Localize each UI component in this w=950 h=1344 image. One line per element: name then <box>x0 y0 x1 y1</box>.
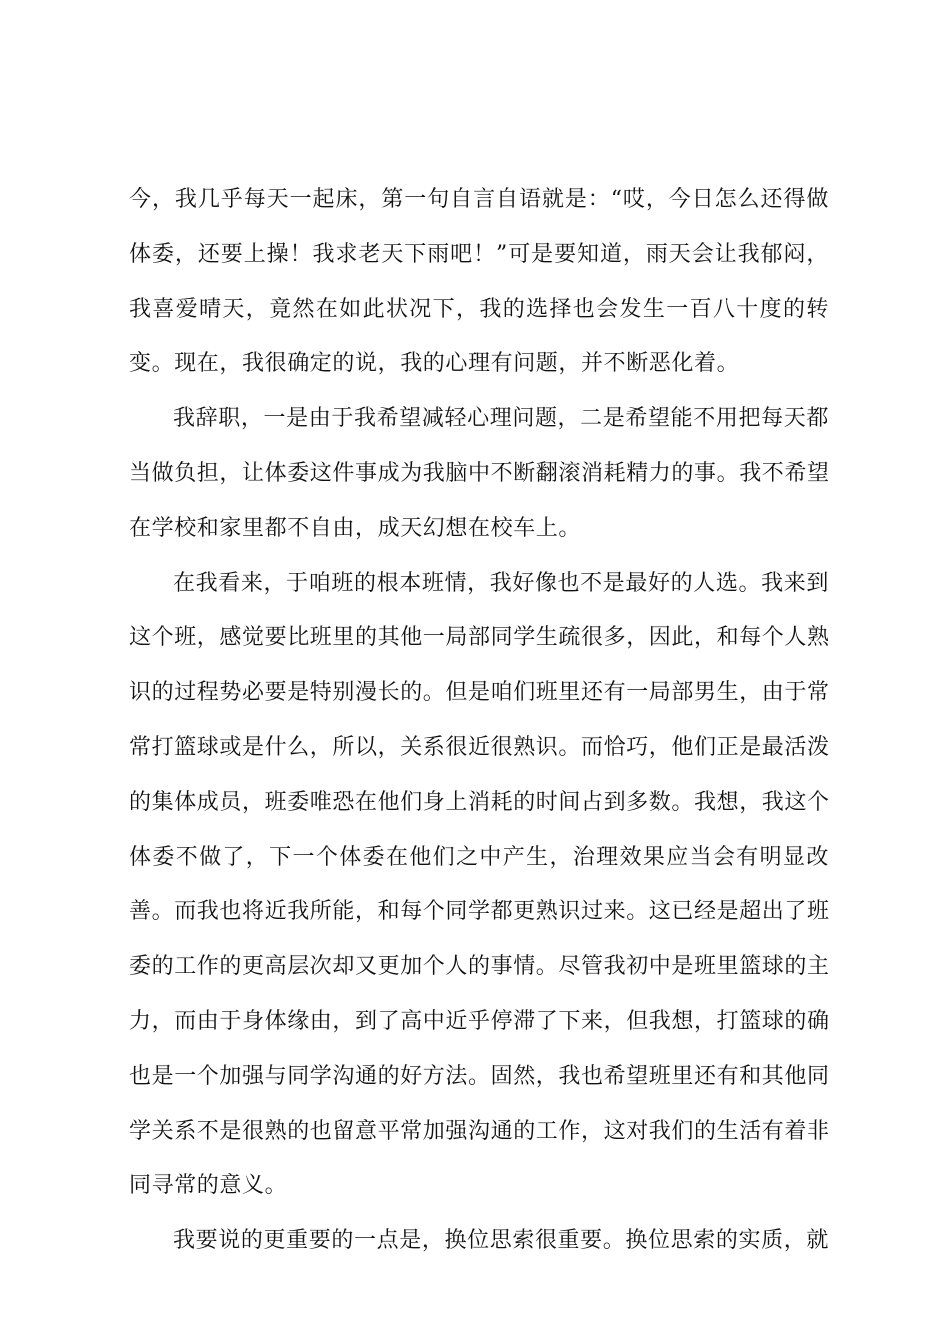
text-line: 委的工作的更高层次却又更加个人的事情。尽管我初中是班里篮球的主 <box>129 954 830 980</box>
text-line: 变。现在，我很确定的说，我的心理有问题，并不断恶化着。 <box>129 351 740 377</box>
text-line: 善。而我也将近我所能，和每个同学都更熟识过来。这已经是超出了班 <box>129 899 830 925</box>
text-line: 今，我几乎每天一起床，第一句自言自语就是：“哎，今日怎么还得做 <box>129 187 829 212</box>
text-line: 在学校和家里都不自由，成天幻想在校车上。 <box>129 515 582 541</box>
paragraph-first-line: 在我看来，于咱班的根本班情，我好像也不是最好的人选。我来到 <box>173 570 829 596</box>
text-line: 也是一个加强与同学沟通的好方法。固然，我也希望班里还有和其他同 <box>129 1063 830 1089</box>
text-line: 力，而由于身体缘由，到了高中近乎停滞了下来，但我想，打篮球的确 <box>129 1008 830 1034</box>
body-text <box>129 186 829 1282</box>
text-line: 这个班，感觉要比班里的其他一局部同学生疏很多，因此，和每个人熟 <box>129 625 830 651</box>
text-line: 同寻常的意义。 <box>129 1173 288 1199</box>
text-line: 我喜爱晴天，竟然在如此状况下，我的选择也会发生一百八十度的转 <box>129 296 829 322</box>
text-line: 常打篮球或是什么，所以，关系很近很熟识。而恰巧，他们正是最活泼 <box>129 734 830 760</box>
text-line: 体委不做了，下一个体委在他们之中产生，治理效果应当会有明显改 <box>129 844 829 870</box>
text-line: 学关系不是很熟的也留意平常加强沟通的工作，这对我们的生活有着非 <box>129 1118 830 1144</box>
text-line: 当做负担，让体委这件事成为我脑中不断翻滚消耗精力的事。我不希望 <box>129 460 830 486</box>
text-line: 的集体成员，班委唯恐在他们身上消耗的时间占到多数。我想，我这个 <box>129 789 830 815</box>
paragraph-first-line: 我辞职，一是由于我希望减轻心理问题，二是希望能不用把每天都 <box>173 406 829 432</box>
paragraph-first-line: 我要说的更重要的一点是，换位思索很重要。换位思索的实质，就 <box>173 1228 829 1254</box>
text-line: 识的过程势必要是特别漫长的。但是咱们班里还有一局部男生，由于常 <box>129 680 830 706</box>
text-line: 体委，还要上操！我求老天下雨吧！”可是要知道，雨天会让我郁闷， <box>129 241 829 267</box>
